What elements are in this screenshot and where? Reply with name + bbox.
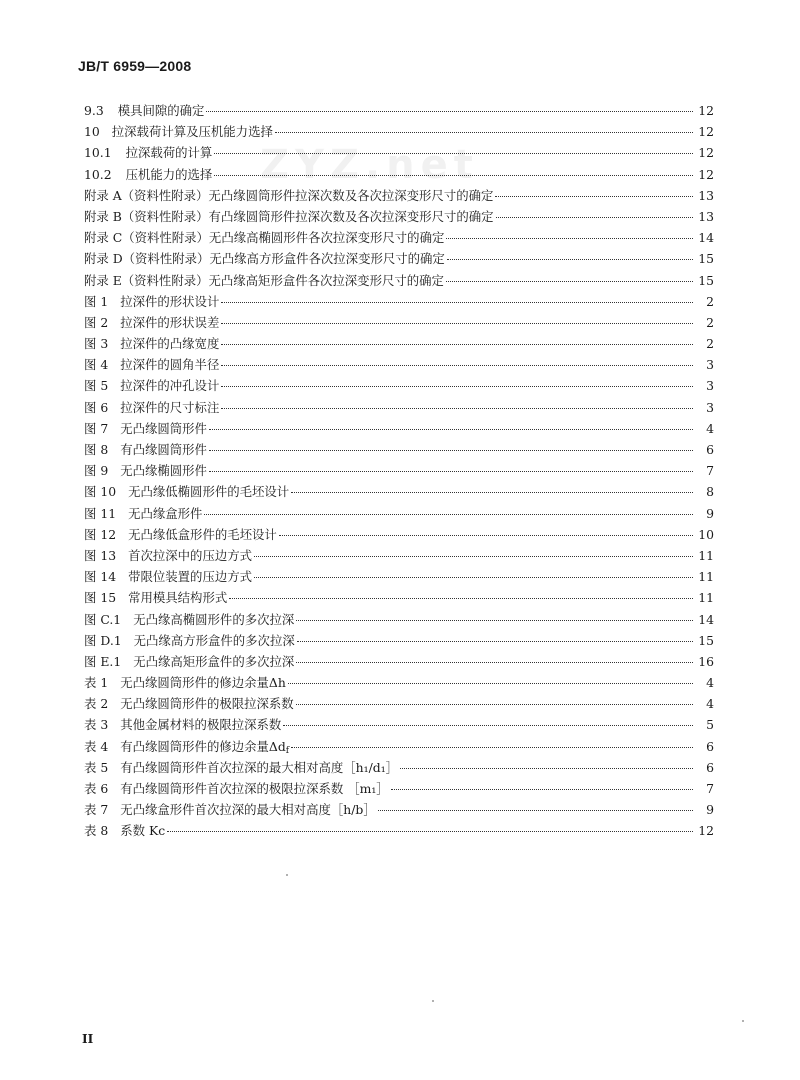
toc-entry-page: 3 <box>706 399 714 415</box>
toc-entry-title: 拉深件的凸缘宽度 <box>120 336 220 352</box>
toc-entry-page: 6 <box>706 738 714 754</box>
toc-entry-title: （资料性附录）无凸缘高矩形盒件各次拉深变形尺寸的确定 <box>121 272 444 288</box>
toc-entry-number: 表 3 <box>84 717 109 733</box>
toc-entry-title: 压机能力的选择 <box>125 166 213 182</box>
toc-entry-number: 图 8 <box>84 442 109 457</box>
toc-entry-title: 无凸缘盒形件首次拉深的最大相对高度［h/b］ <box>120 802 376 818</box>
dot-leader <box>400 768 693 769</box>
toc-entry-page: 2 <box>706 314 714 330</box>
toc-entry-number: 图 C.1 <box>84 611 122 627</box>
toc-entry-title: 模具间隙的确定 <box>117 103 205 118</box>
toc-entry-title: 拉深件的形状设计 <box>120 293 220 309</box>
table-of-contents <box>84 100 714 842</box>
toc-entry-title: 无凸缘低盒形件的毛坯设计 <box>128 526 277 542</box>
toc-entry-page: 2 <box>706 293 714 309</box>
toc-entry-page: 3 <box>706 378 714 394</box>
toc-entry-number: 图 11 <box>84 505 117 521</box>
toc-entry-number: 表 7 <box>84 802 109 818</box>
dot-leader <box>254 556 693 557</box>
toc-entry-number: 图 9 <box>84 463 109 479</box>
toc-entry-title: （资料性附录）无凸缘高方形盒件各次拉深变形尺寸的确定 <box>122 251 445 267</box>
toc-entry <box>84 820 714 841</box>
dot-leader <box>254 577 693 578</box>
toc-entry-page: 5 <box>706 717 714 733</box>
toc-entry-number: 图 7 <box>84 420 109 436</box>
toc-entry-title: 无凸缘圆筒形件 <box>120 420 207 436</box>
toc-entry-number: 表 4 <box>84 738 109 754</box>
toc-entry <box>84 714 714 735</box>
toc-entry <box>84 693 714 714</box>
toc-entry <box>84 121 714 142</box>
subscript: f <box>285 745 290 756</box>
toc-entry-title: 无凸缘高方形盒件的多次拉深 <box>133 632 295 648</box>
toc-entry <box>84 651 714 672</box>
toc-entry-page: 7 <box>706 781 714 796</box>
toc-entry-page: 2 <box>706 336 714 352</box>
toc-entry-title: 无凸缘圆筒形件的修边余量Δh <box>120 675 286 691</box>
toc-entry-number: 附录 C <box>84 230 123 246</box>
toc-entry <box>84 630 714 651</box>
dot-leader <box>209 471 693 472</box>
dot-leader <box>291 747 693 748</box>
dot-leader <box>206 111 693 112</box>
toc-entry <box>84 206 714 227</box>
toc-entry-page: 13 <box>698 208 714 224</box>
toc-entry <box>84 375 714 396</box>
toc-entry-number: 图 E.1 <box>84 653 122 669</box>
dot-leader <box>288 683 693 684</box>
toc-entry <box>84 227 714 248</box>
scan-speck <box>432 1000 434 1002</box>
dot-leader <box>209 429 693 430</box>
dot-leader <box>214 153 693 154</box>
toc-entry-page: 7 <box>706 463 714 479</box>
toc-entry-number: 表 6 <box>84 781 109 796</box>
dot-leader <box>221 365 693 366</box>
dot-leader <box>495 196 693 197</box>
toc-entry-page: 12 <box>698 166 714 182</box>
toc-entry-title: 有凸缘圆筒形件 <box>120 442 207 457</box>
dot-leader <box>204 514 693 515</box>
toc-entry-number: 表 1 <box>84 675 109 691</box>
toc-entry <box>84 460 714 481</box>
toc-entry-page: 4 <box>706 420 714 436</box>
toc-entry-number: 图 14 <box>84 569 117 585</box>
toc-entry-number: 图 3 <box>84 336 109 352</box>
toc-entry <box>84 354 714 375</box>
toc-entry <box>84 524 714 545</box>
dot-leader <box>446 238 693 239</box>
dot-leader <box>221 302 693 303</box>
toc-entry-number: 图 D.1 <box>84 632 122 648</box>
toc-entry <box>84 164 714 185</box>
dot-leader <box>229 598 693 599</box>
toc-entry <box>84 142 714 163</box>
toc-entry-title: 有凸缘圆筒形件首次拉深的最大相对高度［h₁/d₁］ <box>120 759 399 775</box>
toc-entry-page: 15 <box>698 251 714 267</box>
toc-entry-title: 拉深载荷的计算 <box>125 145 213 161</box>
toc-entry-title: （资料性附录）无凸缘高椭圆形件各次拉深变形尺寸的确定 <box>122 230 445 246</box>
dot-leader <box>221 344 693 345</box>
toc-entry-title: 拉深件的尺寸标注 <box>120 399 220 415</box>
toc-entry-page: 11 <box>698 547 714 563</box>
toc-entry-number: 表 8 <box>84 823 109 839</box>
toc-entry-title: 有凸缘圆筒形件首次拉深的极限拉深系数 ［m₁］ <box>120 781 389 796</box>
watermark: ZYZ.net <box>260 142 479 188</box>
toc-entry-number: 附录 A <box>84 187 122 203</box>
toc-entry <box>84 312 714 333</box>
toc-entry-number: 图 12 <box>84 526 117 542</box>
toc-entry-number: 附录 E <box>84 272 122 288</box>
toc-entry <box>84 418 714 439</box>
toc-entry-title: 有凸缘圆筒形件的修边余量$\Delta d_f$ <box>120 738 290 756</box>
toc-entry-title: （资料性附录）无凸缘圆筒形件拉深次数及各次拉深变形尺寸的确定 <box>121 187 494 203</box>
toc-entry-title: 拉深件的冲孔设计 <box>120 378 220 394</box>
scan-speck <box>286 874 288 876</box>
toc-entry-page: 16 <box>698 653 714 669</box>
toc-entry <box>84 736 714 757</box>
toc-entry-page: 10 <box>698 526 714 542</box>
toc-entry-title: 首次拉深中的压边方式 <box>128 547 253 563</box>
toc-entry-title: 无凸缘低椭圆形件的毛坯设计 <box>128 484 290 500</box>
dot-leader <box>296 620 693 621</box>
standard-code: JB/T 6959—2008 <box>78 58 192 74</box>
toc-entry <box>84 100 714 121</box>
toc-entry <box>84 757 714 778</box>
dot-leader <box>296 704 693 705</box>
toc-entry-title: 拉深件的形状误差 <box>120 314 220 330</box>
toc-entry <box>84 185 714 206</box>
toc-entry-number: 图 10 <box>84 484 117 500</box>
dot-leader <box>221 323 693 324</box>
toc-entry <box>84 672 714 693</box>
toc-entry-title: 带限位装置的压边方式 <box>128 569 253 585</box>
toc-entry <box>84 778 714 799</box>
toc-entry-page: 9 <box>706 505 714 521</box>
toc-entry <box>84 503 714 524</box>
dot-leader <box>221 386 693 387</box>
toc-entry <box>84 439 714 460</box>
dot-leader <box>221 408 693 409</box>
toc-entry <box>84 609 714 630</box>
toc-entry <box>84 291 714 312</box>
page-folio: II <box>82 1032 94 1046</box>
dot-leader <box>447 259 693 260</box>
toc-entry-page: 4 <box>706 675 714 691</box>
toc-entry <box>84 799 714 820</box>
toc-entry-page: 15 <box>698 272 714 288</box>
dot-leader <box>279 535 693 536</box>
dot-leader <box>275 132 693 133</box>
toc-entry-page: 6 <box>706 442 714 457</box>
toc-entry-title: 无凸缘高椭圆形件的多次拉深 <box>133 611 295 627</box>
toc-entry-title: 其他金属材料的极限拉深系数 <box>120 717 282 733</box>
dot-leader <box>214 175 693 176</box>
toc-entry <box>84 587 714 608</box>
toc-entry <box>84 566 714 587</box>
dot-leader <box>291 492 693 493</box>
toc-entry-page: 3 <box>706 357 714 373</box>
toc-entry-title: 无凸缘高矩形盒件的多次拉深 <box>133 653 295 669</box>
dot-leader <box>296 662 693 663</box>
toc-entry-number: 图 13 <box>84 547 117 563</box>
toc-entry-page: 14 <box>698 230 714 246</box>
dot-leader <box>391 789 693 790</box>
toc-entry-title: 拉深载荷计算及压机能力选择 <box>111 124 273 140</box>
toc-entry <box>84 545 714 566</box>
toc-entry <box>84 397 714 418</box>
toc-entry-number: 图 5 <box>84 378 109 394</box>
toc-entry-page: 12 <box>698 103 714 118</box>
dot-leader <box>297 641 693 642</box>
toc-entry-title: 系数 Kc <box>120 823 166 839</box>
dot-leader <box>446 281 693 282</box>
toc-entry-number: 图 4 <box>84 357 109 373</box>
toc-entry-number: 附录 D <box>84 251 123 267</box>
toc-entry-number: 表 2 <box>84 696 109 712</box>
toc-entry-page: 15 <box>698 632 714 648</box>
dot-leader <box>167 831 693 832</box>
toc-entry-number: 10 <box>84 124 100 140</box>
toc-entry-page: 8 <box>706 484 714 500</box>
toc-entry-page: 13 <box>698 187 714 203</box>
toc-entry-number: 图 1 <box>84 293 109 309</box>
dot-leader <box>283 725 693 726</box>
toc-entry-page: 12 <box>698 823 714 839</box>
toc-entry-title: 拉深件的圆角半径 <box>120 357 220 373</box>
scan-speck <box>742 1020 744 1022</box>
toc-entry-title: 无凸缘椭圆形件 <box>120 463 207 479</box>
toc-entry <box>84 481 714 502</box>
toc-entry-number: 图 6 <box>84 399 109 415</box>
toc-entry <box>84 270 714 291</box>
toc-entry-title: 无凸缘圆筒形件的极限拉深系数 <box>120 696 294 712</box>
toc-entry-title: 无凸缘盒形件 <box>128 505 203 521</box>
toc-entry <box>84 333 714 354</box>
toc-entry-page: 6 <box>706 759 714 775</box>
toc-entry-number: 10.2 <box>84 166 112 182</box>
toc-entry-page: 12 <box>698 124 714 140</box>
toc-entry-number: 10.1 <box>84 145 112 161</box>
dot-leader <box>209 450 693 451</box>
toc-entry-title: （资料性附录）有凸缘圆筒形件拉深次数及各次拉深变形尺寸的确定 <box>121 208 494 224</box>
toc-entry-page: 11 <box>698 569 714 585</box>
toc-entry-number: 图 15 <box>84 590 117 606</box>
toc-entry-number: 图 2 <box>84 314 109 330</box>
toc-entry-number: 附录 B <box>84 208 122 224</box>
dot-leader <box>378 810 693 811</box>
toc-entry <box>84 248 714 269</box>
toc-entry-page: 9 <box>706 802 714 818</box>
toc-entry-page: 11 <box>698 590 714 606</box>
toc-entry-number: 9.3 <box>84 103 104 118</box>
toc-entry-page: 12 <box>698 145 714 161</box>
toc-entry-page: 4 <box>706 696 714 712</box>
toc-entry-page: 14 <box>698 611 714 627</box>
toc-entry-title: 常用模具结构形式 <box>128 590 228 606</box>
dot-leader <box>496 217 693 218</box>
toc-entry-number: 表 5 <box>84 759 109 775</box>
